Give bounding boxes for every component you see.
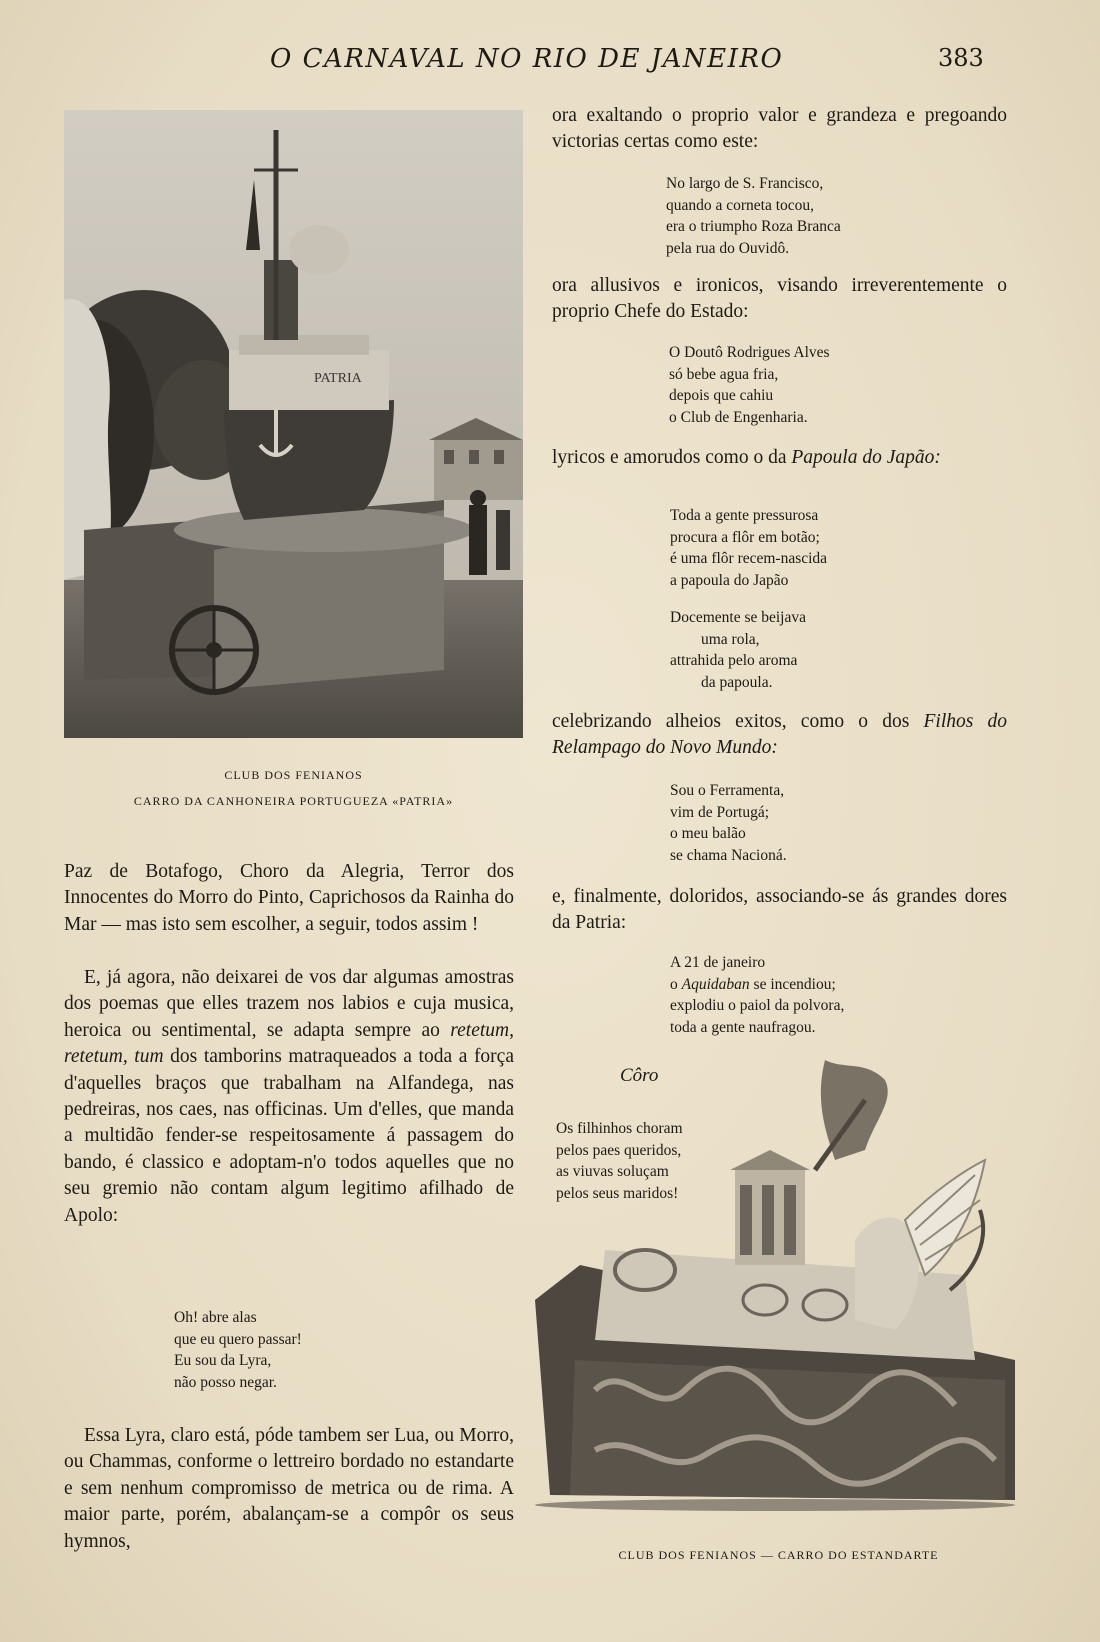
gunboat-float-illustration	[64, 110, 523, 738]
right-paragraph-5: e, finalmente, doloridos, associando-se ás grandes dores da Patria:	[552, 886, 1007, 934]
verse-lyra: Oh! abre alas que eu quero passar! Eu sou da Lyra, não posso negar.	[174, 1309, 302, 1391]
right-paragraph-3-a: lyricos e amorudos como o da	[552, 447, 792, 468]
verse-francisco: No largo de S. Francisco, quando a corneta tocou, era o triumpho Roza Branca pela rua do Ouvidô.	[666, 175, 841, 257]
patria-sign-text: PATRIA	[314, 371, 362, 386]
standard-float-illustration	[535, 1060, 1022, 1512]
page-header	[0, 44, 1100, 84]
right-paragraph-4	[552, 709, 1007, 762]
verse-janeiro-emphasis: Aquidaban	[681, 975, 750, 993]
photo-gunboat-float	[64, 110, 523, 738]
right-paragraph-2: ora allusivos e ironicos, visando irreverentemente o proprio Chefe do Estado:	[552, 275, 1007, 323]
left-paragraph-2-emphasis: retetum, retetum, tum	[64, 1019, 514, 1068]
figure1-caption	[64, 768, 523, 809]
verse-janeiro	[670, 952, 844, 1038]
page-number: 383	[938, 44, 984, 72]
figure1-caption-line2: CARRO DA CANHONEIRA PORTUGUEZA «PATRIA»	[133, 794, 454, 808]
coro-label: Côro	[620, 1065, 659, 1086]
verse-janeiro-a: A 21 de janeiro o	[670, 954, 766, 993]
figure2-caption: CLUB DOS FENIANOS — CARRO DO ESTANDARTE	[618, 1548, 939, 1562]
left-paragraph-3: Essa Lyra, claro está, póde tambem ser Lua, ou Morro, ou Chammas, conforme o lettreiro bordado no estandarte e sem nenhum compromisso de metrica ou de rima. A maior parte, porém, abalançam-se a compôr os seus hymnos,	[64, 1425, 514, 1552]
running-title: O CARNAVAL NO RIO DE JANEIRO	[270, 44, 784, 74]
verse-janeiro-b: se incendiou; explodiu o paiol da polvora, toda a gente naufragou.	[670, 975, 845, 1036]
verse-rodrigues-alves: O Doutô Rodrigues Alves só bebe agua fria, depois que cahiu o Club de Engenharia.	[669, 344, 830, 426]
left-paragraph-2	[64, 965, 514, 1229]
photo-standard-float	[535, 1060, 1022, 1512]
verse-coro: Os filhinhos choram pelos paes queridos, as viuvas soluçam pelos seus maridos!	[556, 1120, 683, 1202]
left-paragraph-2-b: dos tamborins matraqueados a toda a força d'aquelles braços que trabalham na Alfandega, nas pedreiras, nos caes, nas officinas. Um d'elles, que manda a multidão fender-se respeitosamente á passagem do bando, é classico e adoptam-n'o todos aquelles que no seu gremio não contam algum legitimo afilhado de Apolo:	[64, 1046, 514, 1226]
verse-rola: Docemente se beijava uma rola, attrahida pelo aroma da papoula.	[670, 609, 806, 691]
right-paragraph-4-emphasis: Filhos do Relampago do Novo Mundo:	[552, 711, 1007, 759]
figure1-caption-line1: CLUB DOS FENIANOS	[224, 768, 363, 782]
right-paragraph-4-a: celebrizando alheios exitos, como o dos	[552, 711, 924, 732]
left-paragraph-2-a: E, já agora, não deixarei de vos dar algumas amostras dos poemas que elles trazem nos labios e cuja musica, heroica ou sentimental, se adapta sempre ao	[64, 967, 514, 1041]
right-paragraph-3-emphasis: Papoula do Japão:	[791, 447, 941, 468]
right-paragraph-3	[552, 445, 1007, 471]
verse-papoula: Toda a gente pressurosa procura a flôr em botão; é uma flôr recem-nascida a papoula do Japão	[670, 507, 828, 589]
right-paragraph-1: ora exaltando o proprio valor e grandeza e pregoando victorias certas como este:	[552, 105, 1007, 153]
verse-ferramenta: Sou o Ferramenta, vim de Portugá; o meu balão se chama Nacioná.	[670, 782, 787, 864]
left-paragraph-1: Paz de Botafogo, Choro da Alegria, Terror dos Innocentes do Morro do Pinto, Caprichosos da Rainha do Mar — mas isto sem escolher, a seguir, todos assim !	[64, 861, 514, 935]
